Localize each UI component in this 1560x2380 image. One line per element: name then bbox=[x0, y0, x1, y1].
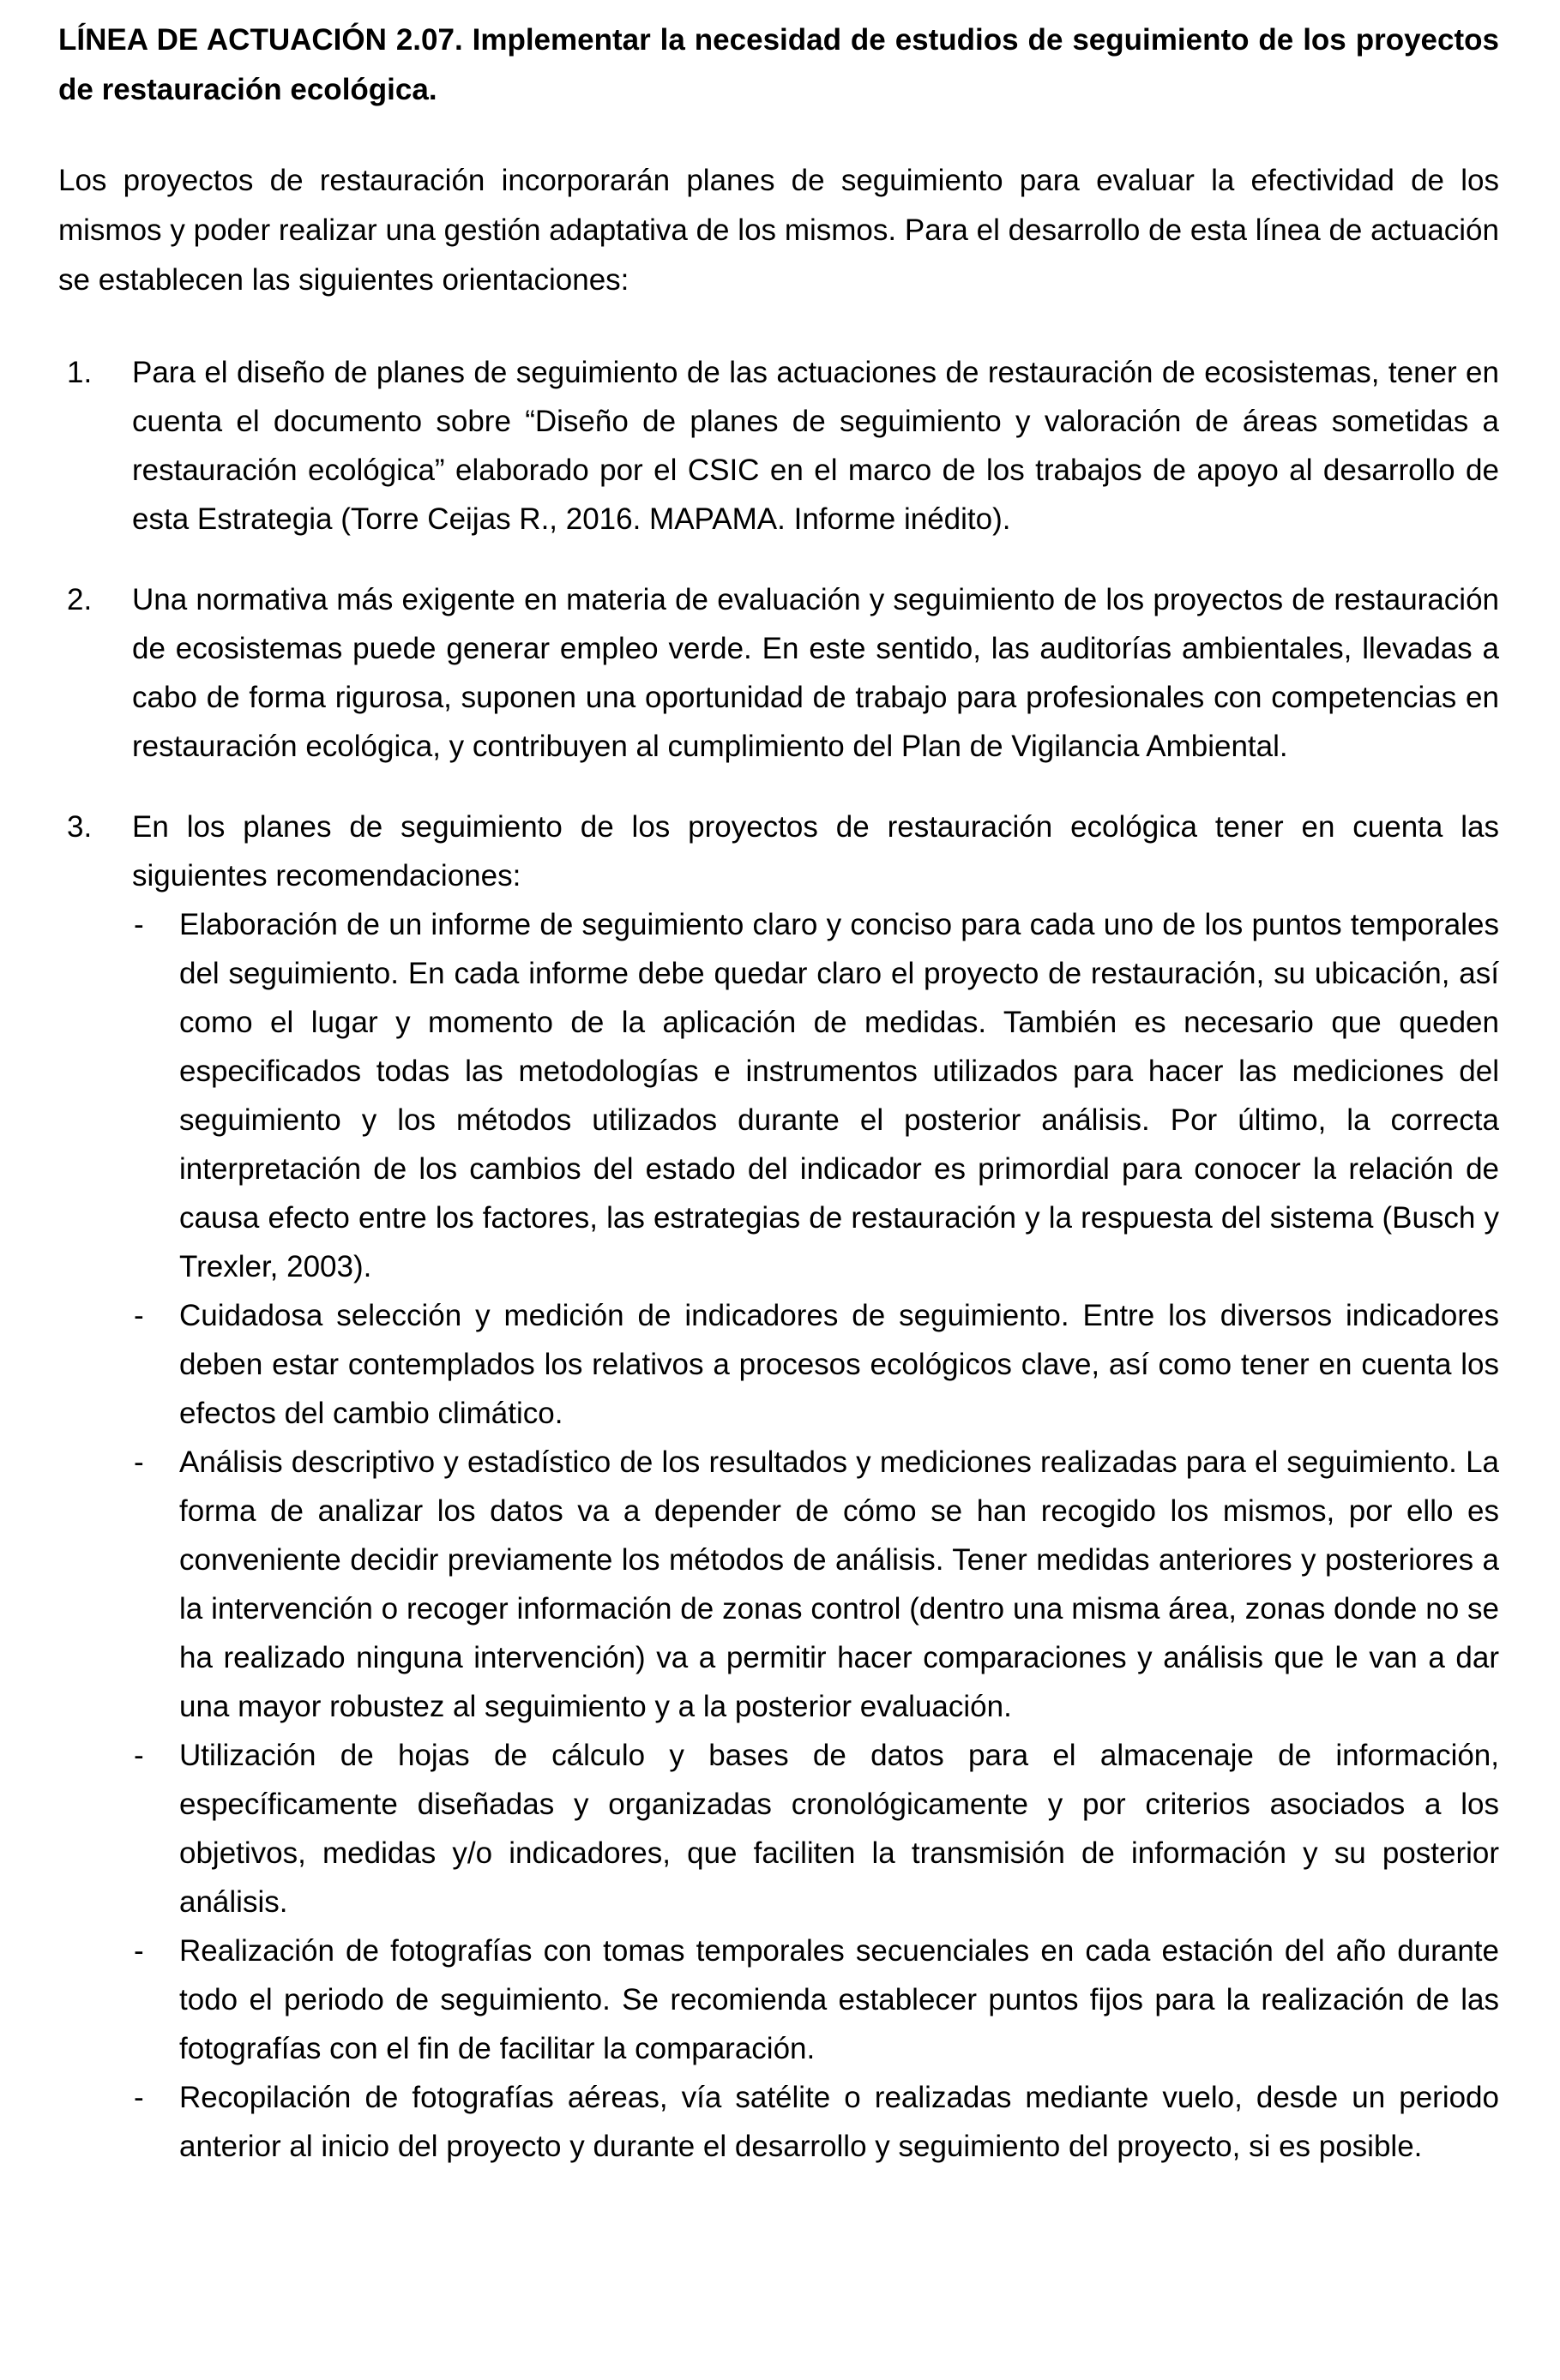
recommendation-text: Realización de fotografías con tomas temporales secuenciales en cada estación del año durante todo el periodo de seguimiento. Se recomienda establecer puntos fijos para la realización de las fotografías con el fin de facilitar la comparación. bbox=[179, 1934, 1499, 2065]
list-item bbox=[58, 575, 1499, 771]
list-item-text: Una normativa más exigente en materia de evaluación y seguimiento de los proyectos de restauración de ecosistemas puede generar empleo verde. En este sentido, las auditorías ambientales, llevadas a cabo de forma rigurosa, suponen una oportunidad de trabajo para profesionales con competencias en restauración ecológica, y contribuyen al cumplimiento del Plan de Vigilancia Ambiental. bbox=[132, 583, 1499, 763]
intro-paragraph: Los proyectos de restauración incorporarán planes de seguimiento para evaluar la efectividad de los mismos y poder realizar una gestión adaptativa de los mismos. Para el desarrollo de esta línea de actuación se establecen las siguientes orientaciones: bbox=[58, 164, 1499, 297]
document-page bbox=[58, 0, 1499, 2203]
dash-bullet: - bbox=[134, 1445, 144, 1479]
section-heading: LÍNEA DE ACTUACIÓN 2.07. Implementar la necesidad de estudios de seguimiento de los proyectos de restauración ecológica. bbox=[58, 23, 1499, 106]
orientations-list bbox=[58, 348, 1499, 2171]
list-item-text: En los planes de seguimiento de los proyectos de restauración ecológica tener en cuenta las siguientes recomendaciones: bbox=[132, 810, 1499, 892]
dash-bullet: - bbox=[134, 1739, 144, 1772]
list-number: 1. bbox=[67, 356, 93, 389]
list-item-text: Para el diseño de planes de seguimiento de las actuaciones de restauración de ecosistemas, tener en cuenta el documento sobre “Diseño de planes de seguimiento y valoración de áreas sometidas a restauración ecológica” elaborado por el CSIC en el marco de los trabajos de apoyo al desarrollo de esta Estrategia (Torre Ceijas R., 2016. MAPAMA. Informe inédito). bbox=[132, 356, 1499, 536]
dash-bullet: - bbox=[134, 908, 144, 941]
recommendation-text: Análisis descriptivo y estadístico de los resultados y mediciones realizadas para el seguimiento. La forma de analizar los datos va a depender de cómo se han recogido los mismos, por ello es conveniente decidir previamente los métodos de análisis. Tener medidas anteriores y posteriores a la intervención o recoger información de zonas control (dentro una misma área, zonas donde no se ha realizado ninguna intervención) va a permitir hacer comparaciones y análisis que le van a dar una mayor robustez al seguimiento y a la posterior evaluación. bbox=[179, 1445, 1499, 1723]
recommendation-text: Elaboración de un informe de seguimiento claro y conciso para cada uno de los puntos temporales del seguimiento. En cada informe debe quedar claro el proyecto de restauración, su ubicación, así como el lugar y momento de la aplicación de medidas. También es necesario que queden especificados todas las metodologías e instrumentos utilizados para hacer las mediciones del seguimiento y los métodos utilizados durante el posterior análisis. Por último, la correcta interpretación de los cambios del estado del indicador es primordial para conocer la relación de causa efecto entre los factores, las estrategias de restauración y la respuesta del sistema (Busch y Trexler, 2003). bbox=[179, 908, 1499, 1283]
list-number: 2. bbox=[67, 583, 93, 616]
list-number: 3. bbox=[67, 810, 93, 844]
recommendation-item bbox=[132, 1926, 1499, 2073]
recommendation-text: Cuidadosa selección y medición de indicadores de seguimiento. Entre los diversos indicadores deben estar contemplados los relativos a procesos ecológicos clave, así como tener en cuenta los efectos del cambio climático. bbox=[179, 1299, 1499, 1430]
recommendation-item bbox=[132, 900, 1499, 1291]
recommendation-item bbox=[132, 1731, 1499, 1926]
recommendations-list bbox=[132, 900, 1499, 2171]
recommendation-text: Utilización de hojas de cálculo y bases de datos para el almacenaje de información, específicamente diseñadas y organizadas cronológicamente y por criterios asociados a los objetivos, medidas y/o indicadores, que faciliten la transmisión de información y su posterior análisis. bbox=[179, 1739, 1499, 1919]
list-item bbox=[58, 802, 1499, 2171]
recommendation-text: Recopilación de fotografías aéreas, vía satélite o realizadas mediante vuelo, desde un periodo anterior al inicio del proyecto y durante el desarrollo y seguimiento del proyecto, si es posible. bbox=[179, 2081, 1499, 2163]
recommendation-item bbox=[132, 2073, 1499, 2171]
recommendation-item bbox=[132, 1291, 1499, 1438]
dash-bullet: - bbox=[134, 1934, 144, 1968]
list-item bbox=[58, 348, 1499, 544]
dash-bullet: - bbox=[134, 2081, 144, 2114]
recommendation-item bbox=[132, 1438, 1499, 1731]
dash-bullet: - bbox=[134, 1299, 144, 1332]
